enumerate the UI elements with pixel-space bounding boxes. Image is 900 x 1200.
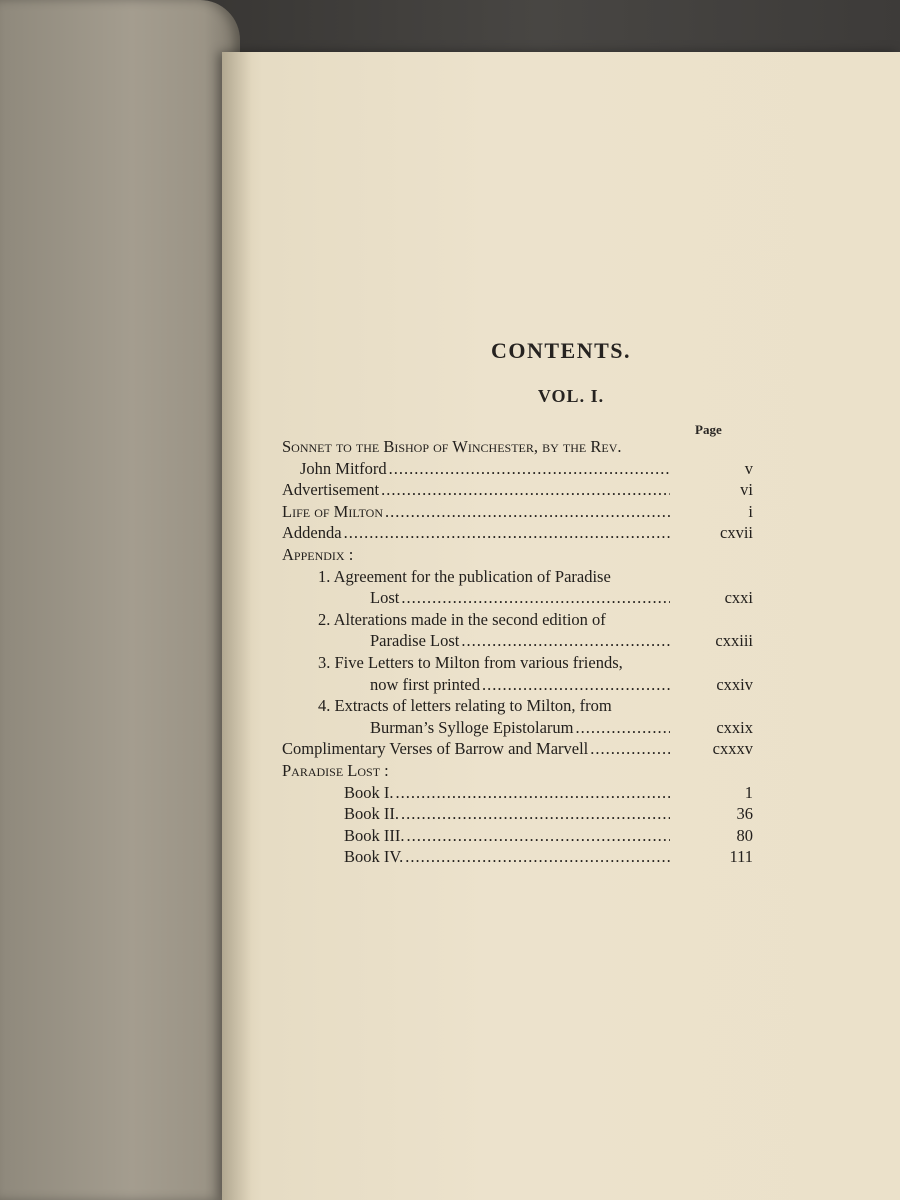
toc-entry (282, 436, 730, 458)
toc-entry (282, 652, 730, 674)
toc-entry (282, 458, 753, 480)
toc-entry (282, 609, 730, 631)
toc-page-number: vi (740, 480, 753, 500)
toc-entry (282, 674, 753, 696)
toc-page-number: 80 (736, 825, 753, 845)
dot-leader (381, 479, 670, 501)
page-column-header: Page (695, 422, 722, 437)
contents-title: CONTENTS. (490, 338, 632, 363)
dot-leader (576, 717, 671, 739)
toc-entry-text: Complimentary Verses of Barrow and Marvell (282, 739, 589, 759)
toc-entry (282, 695, 730, 717)
toc-page-number: 111 (729, 847, 753, 867)
dot-leader (385, 501, 670, 523)
toc-entry-text: John Mitford (300, 458, 387, 478)
toc-entry (282, 544, 730, 566)
toc-entry-text: Life of Milton (282, 501, 384, 521)
dot-leader (407, 825, 671, 847)
toc-entry-text: 1. Agreement for the publication of Paradise (318, 566, 611, 586)
toc-entry-text: Lost (370, 588, 400, 608)
toc-page-number: 1 (744, 782, 753, 802)
toc-page-number: cxxiv (716, 674, 753, 694)
toc-page-number: i (748, 501, 753, 521)
toc-page-number: cxxix (716, 717, 753, 737)
dot-leader (389, 458, 670, 480)
toc-entry (282, 738, 753, 760)
toc-entry (282, 501, 753, 523)
book-cover (0, 0, 240, 1200)
toc-entry-text: Book II. (344, 804, 399, 824)
toc-entry (282, 479, 753, 501)
dot-leader (590, 738, 670, 760)
toc-entry (282, 846, 753, 868)
toc-entry-text: Advertisement (282, 480, 380, 500)
toc-page-number: cxxxv (712, 739, 753, 759)
dot-leader (401, 803, 670, 825)
toc-entry-text: Paradise Lost (370, 631, 460, 651)
dot-leader (396, 782, 671, 804)
book-page (222, 52, 900, 1200)
toc-entry (282, 803, 753, 825)
toc-entry (282, 717, 753, 739)
toc-entry (282, 587, 753, 609)
toc-entry (282, 566, 730, 588)
toc-entry-text: 4. Extracts of letters relating to Milton, from (318, 696, 612, 716)
dot-leader (405, 846, 670, 868)
toc-entry-text: Appendix : (282, 544, 354, 564)
dot-leader (461, 630, 670, 652)
toc-page-number: cxvii (720, 523, 753, 543)
toc-page-number: v (744, 458, 753, 478)
toc-page-number: cxxi (724, 588, 753, 608)
toc-entry (282, 522, 753, 544)
toc-entry (282, 760, 730, 782)
toc-entry-text: Burman’s Sylloge Epistolarum (370, 717, 574, 737)
toc-entry-text: 2. Alterations made in the second edition of (318, 609, 606, 629)
gutter-shadow (222, 52, 252, 1200)
toc-entry-text: Paradise Lost : (282, 760, 389, 780)
dot-leader (401, 587, 670, 609)
toc-entry-text: Book III. (344, 825, 405, 845)
toc-entry-text: 3. Five Letters to Milton from various friends, (318, 652, 623, 672)
toc-entry (282, 825, 753, 847)
toc-entry-text: Addenda (282, 523, 342, 543)
toc-entry (282, 630, 753, 652)
toc-entry-text: Sonnet to the Bishop of Winchester, by the Rev. (282, 437, 622, 456)
toc-page-number: cxxiii (715, 631, 753, 651)
volume-title: VOL. I. (537, 386, 605, 406)
table-of-contents (282, 436, 753, 868)
toc-entry-text: Book IV. (344, 847, 404, 867)
dot-leader (482, 674, 670, 696)
dot-leader (344, 522, 670, 544)
toc-entry-text: Book I. (344, 782, 394, 802)
toc-page-number: 36 (736, 804, 753, 824)
toc-entry (282, 782, 753, 804)
toc-entry-text: now first printed (370, 674, 480, 694)
